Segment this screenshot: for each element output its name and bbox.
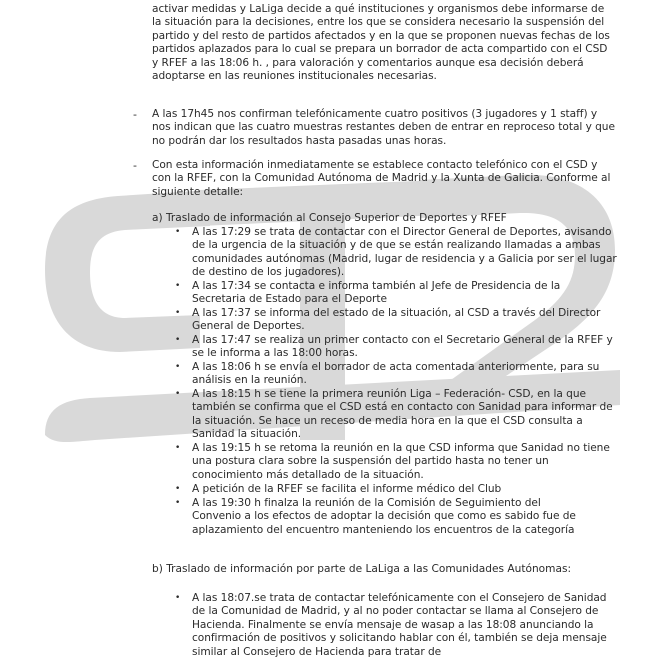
- bullet: •: [175, 335, 181, 345]
- bullet: •: [175, 484, 181, 494]
- list-item: A las 18:07.se trata de contactar telefónicamente con el Consejero de Sanidad de la Comunidad de Madrid, y al no poder contactar se llama al Consejero de Hacienda. Finalmente se envía mensaje de wasap a las 18:08 anunciando la confirmación de positivos y solicitando hablar con él, también se deja mensaje similar al Consejero de Hacienda para tratar de: [192, 592, 607, 658]
- list-item: A petición de la RFEF se facilita el informe médico del Club: [192, 483, 502, 495]
- section-b-heading: b) Traslado de información por parte de LaLiga a las Comunidades Autónomas:: [152, 563, 572, 575]
- bullet: •: [175, 389, 181, 399]
- list-item: A las 18:15 h se tiene la primera reunión Liga – Federación- CSD, en la que también se confirma que el CSD está en contacto con Sanidad para informar de la situación. Se hace un receso de media hora en la que el CSD consulta a Sanidad la situación.: [192, 388, 613, 441]
- paragraph-intro: activar medidas y LaLiga decide a qué instituciones y organismos debe informarse de la situación para la decisiones, entre los que se considera necesario la suspensión del partido y del resto de partidos afectados y en la que se proponen nuevas fechas de los partidos aplazados para lo cual se prepara un borrador de acta compartido con el CSD y RFEF a las 18:06 h. , para valoración y comentarios aunque esa decisión deberá adoptarse en las reuniones institucionales necesarias.: [152, 3, 610, 83]
- list-item: A las 18:06 h se envía el borrador de acta comentada anteriormente, para su análisis en la reunión.: [192, 361, 600, 387]
- list-item: A las 17:47 se realiza un primer contacto con el Secretario General de la RFEF y se le informa a las 18:00 horas.: [192, 334, 613, 360]
- bullet: •: [175, 308, 181, 318]
- bullet: •: [175, 227, 181, 237]
- list-item: A las 19:30 h finalza la reunión de la Comisión de Seguimiento del Convenio a los efectos de adoptar la decisión que como es sabido fue de aplazamiento del encuentro manteniendo los encuentros de la categoría: [192, 497, 576, 536]
- bullet: •: [175, 362, 181, 372]
- dash-marker: -: [133, 159, 137, 172]
- bullet: •: [175, 498, 181, 508]
- list-item: A las 17:34 se contacta e informa también al Jefe de Presidencia de la Secretaria de Estado para el Deporte: [192, 280, 561, 306]
- dash-marker: -: [133, 108, 137, 121]
- list-item: A las 17:37 se informa del estado de la situación, al CSD a través del Director General de Deportes.: [192, 307, 601, 333]
- bullet: •: [175, 593, 181, 603]
- list-item: A las 17:29 se trata de contactar con el Director General de Deportes, avisando de la urgencia de la situación y de que se están realizando llamadas a ambas comunidades autónomas (Madrid, lugar de residencia y a Galicia por ser el lugar de destino de los jugadores).: [192, 226, 617, 279]
- list-item: A las 19:15 h se retoma la reunión en la que CSD informa que Sanidad no tiene una postura clara sobre la suspensión del partido hasta no tener un conocimiento más detallado de la situación.: [192, 442, 610, 481]
- section-a-heading: a) Traslado de información al Consejo Superior de Deportes y RFEF: [152, 212, 507, 224]
- paragraph-positives: A las 17h45 nos confirman telefónicamente cuatro positivos (3 jugadores y 1 staff) y nos indican que las cuatro muestras restantes deben de entrar en reproceso total y que no podrán dar los resultados hasta pasadas unas horas.: [152, 108, 615, 147]
- paragraph-contact: Con esta información inmediatamente se establece contacto telefónico con el CSD y con la RFEF, con la Comunidad Autónoma de Madrid y la Xunta de Galicia. Conforme al siguiente detalle:: [152, 159, 611, 198]
- bullet: •: [175, 443, 181, 453]
- bullet: •: [175, 281, 181, 291]
